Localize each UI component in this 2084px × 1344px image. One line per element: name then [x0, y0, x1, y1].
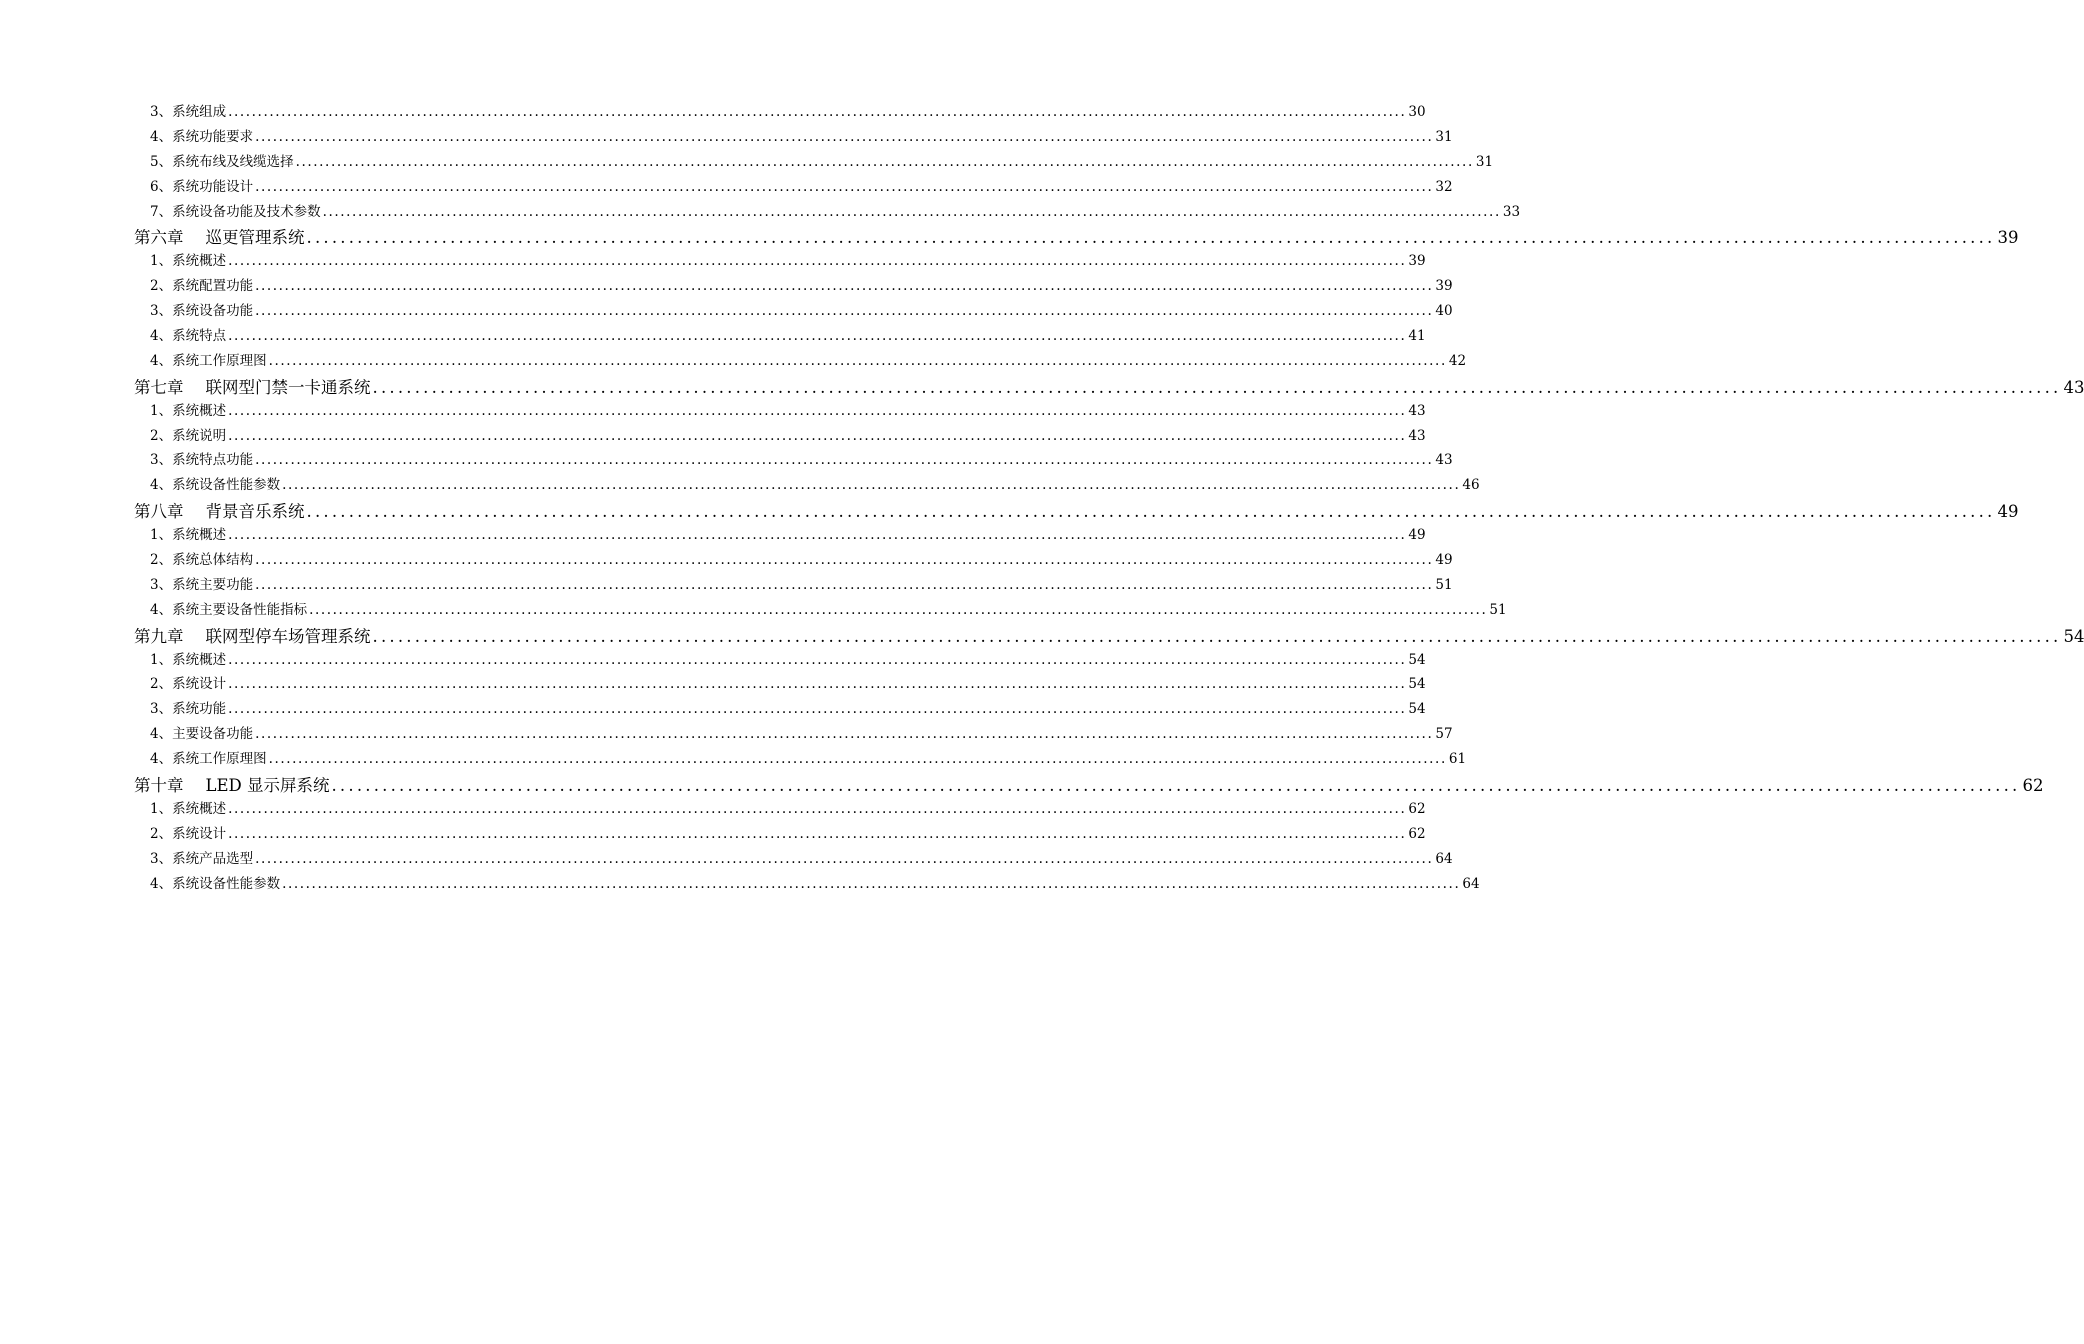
toc-section-row[interactable]: [134, 399, 1426, 424]
toc-section-row[interactable]: [134, 324, 1426, 349]
toc-leader-dots: ........................................................................................................................................................................................................: [306, 502, 1996, 522]
toc-entry-label: 4、系统主要设备性能指标: [150, 601, 308, 618]
toc-entry-label: 2、系统总体结构: [150, 552, 254, 569]
toc-leader-dots: ........................................................................................................................................................................................................: [268, 352, 1447, 369]
toc-entry-label: 4、系统工作原理图: [150, 751, 267, 768]
toc-entry-label: 3、系统主要功能: [150, 576, 254, 593]
toc-entry-label: [134, 623, 371, 647]
toc-leader-dots: ........................................................................................................................................................................................................: [372, 626, 2062, 646]
toc-leader-dots: ........................................................................................................................................................................................................: [228, 651, 1407, 668]
toc-section-row[interactable]: [134, 548, 1453, 573]
toc-leader-dots: ........................................................................................................................................................................................................: [372, 377, 2062, 397]
toc-page-number: 62: [1408, 800, 1426, 817]
toc-entry-label: 3、系统特点功能: [150, 452, 254, 469]
toc-leader-dots: ........................................................................................................................................................................................................: [228, 825, 1407, 842]
toc-entry-label: 4、主要设备功能: [150, 726, 254, 743]
toc-leader-dots: ........................................................................................................................................................................................................: [255, 178, 1434, 195]
toc-page-number: 64: [1435, 850, 1453, 867]
toc-leader-dots: ........................................................................................................................................................................................................: [255, 552, 1434, 569]
toc-entry-label: 2、系统设计: [150, 825, 227, 842]
toc-chapter-number: 第十章: [134, 776, 184, 796]
toc-leader-dots: ........................................................................................................................................................................................................: [228, 527, 1407, 544]
toc-entry-label: [134, 224, 305, 248]
toc-chapter-number: 第六章: [134, 228, 184, 248]
toc-leader-dots: ........................................................................................................................................................................................................: [255, 128, 1434, 145]
toc-page-number: 39: [1408, 253, 1426, 270]
toc-entry-label: 7、系统设备功能及技术参数: [150, 203, 321, 220]
toc-entry-label: 3、系统功能: [150, 701, 227, 718]
toc-section-row[interactable]: [134, 175, 1453, 200]
toc-chapter-number: 第八章: [134, 502, 184, 522]
toc-entry-label: [134, 374, 371, 398]
toc-chapter-title: 背景音乐系统: [205, 502, 305, 522]
toc-page-number: 39: [1997, 228, 2019, 248]
toc-leader-dots: ........................................................................................................................................................................................................: [331, 776, 2021, 796]
toc-page-number: 54: [1408, 701, 1426, 718]
toc-page-number: 43: [1435, 452, 1453, 469]
toc-page-number: 57: [1435, 726, 1453, 743]
toc-leader-dots: ........................................................................................................................................................................................................: [228, 427, 1407, 444]
toc-section-row[interactable]: [134, 822, 1426, 847]
toc-entry-label: [134, 498, 305, 522]
toc-page-number: 49: [1408, 527, 1426, 544]
toc-section-row[interactable]: [134, 648, 1426, 673]
toc-page-number: 32: [1435, 178, 1453, 195]
toc-section-row[interactable]: [134, 125, 1453, 150]
toc-leader-dots: ........................................................................................................................................................................................................: [228, 104, 1407, 120]
toc-section-row[interactable]: [134, 448, 1453, 473]
toc-page-number: 43: [1408, 402, 1426, 419]
toc-page-number: 51: [1489, 601, 1507, 618]
toc-section-row[interactable]: [134, 872, 1480, 897]
toc-leader-dots: ........................................................................................................................................................................................................: [306, 228, 1996, 248]
toc-section-row[interactable]: [134, 797, 1426, 822]
toc-entry-label: 4、系统工作原理图: [150, 352, 267, 369]
toc-chapter-number: 第七章: [134, 377, 184, 397]
toc-page-number: 46: [1462, 477, 1480, 494]
toc-chapter-row[interactable]: [134, 498, 2019, 523]
toc-chapter-row[interactable]: [134, 623, 2084, 648]
toc-page-number: 41: [1408, 328, 1426, 345]
toc-entry-label: [134, 772, 329, 796]
toc-leader-dots: ........................................................................................................................................................................................................: [255, 576, 1434, 593]
toc-entry-label: 2、系统设计: [150, 676, 227, 693]
toc-chapter-row[interactable]: [134, 772, 2044, 797]
toc-entry-label: 4、系统设备性能参数: [150, 477, 281, 494]
toc-leader-dots: ........................................................................................................................................................................................................: [228, 253, 1407, 270]
toc-section-row[interactable]: [134, 100, 1426, 125]
toc-page-number: 43: [2063, 377, 2084, 397]
toc-leader-dots: ........................................................................................................................................................................................................: [228, 402, 1407, 419]
toc-page-number: 39: [1435, 278, 1453, 295]
toc-leader-dots: ........................................................................................................................................................................................................: [228, 800, 1407, 817]
toc-page-number: 64: [1462, 875, 1480, 892]
toc-entry-label: 4、系统设备性能参数: [150, 875, 281, 892]
toc-entry-label: 3、系统组成: [150, 104, 227, 120]
toc-entry-label: 3、系统产品选型: [150, 850, 254, 867]
toc-page-number: 31: [1435, 128, 1453, 145]
toc-leader-dots: ........................................................................................................................................................................................................: [228, 701, 1407, 718]
toc-section-row[interactable]: [134, 150, 1494, 175]
toc-entry-label: 6、系统功能设计: [150, 178, 254, 195]
toc-page-number: 54: [2063, 626, 2084, 646]
toc-entry-label: 1、系统概述: [150, 402, 227, 419]
toc-chapter-title: 联网型停车场管理系统: [205, 626, 371, 646]
toc-page-number: 62: [2022, 776, 2044, 796]
table-of-contents: [134, 100, 2084, 897]
toc-leader-dots: ........................................................................................................................................................................................................: [282, 875, 1461, 892]
toc-section-row[interactable]: [134, 473, 1480, 498]
toc-leader-dots: ........................................................................................................................................................................................................: [255, 452, 1434, 469]
toc-leader-dots: ........................................................................................................................................................................................................: [255, 303, 1434, 320]
toc-page-number: 54: [1408, 676, 1426, 693]
toc-leader-dots: ........................................................................................................................................................................................................: [322, 203, 1501, 220]
toc-chapter-number: 第九章: [134, 626, 184, 646]
toc-page-number: 49: [1435, 552, 1453, 569]
toc-section-row[interactable]: [134, 299, 1453, 324]
toc-entry-label: 1、系统概述: [150, 253, 227, 270]
toc-leader-dots: ........................................................................................................................................................................................................: [255, 278, 1434, 295]
toc-page-number: 42: [1448, 352, 1467, 369]
toc-leader-dots: ........................................................................................................................................................................................................: [228, 328, 1407, 345]
toc-leader-dots: ........................................................................................................................................................................................................: [295, 153, 1474, 170]
toc-page-number: 49: [1997, 502, 2019, 522]
toc-chapter-title: 联网型门禁一卡通系统: [205, 377, 371, 397]
toc-section-row[interactable]: [134, 523, 1426, 548]
toc-section-row[interactable]: [134, 598, 1507, 623]
toc-section-row[interactable]: [134, 847, 1453, 872]
toc-section-row[interactable]: [134, 200, 1521, 225]
toc-section-row[interactable]: [134, 249, 1426, 274]
toc-page-number: 62: [1408, 825, 1426, 842]
toc-entry-label: 5、系统布线及线缆选择: [150, 153, 294, 170]
toc-leader-dots: ........................................................................................................................................................................................................: [268, 751, 1447, 768]
toc-section-row[interactable]: [134, 573, 1453, 598]
toc-page-number: 40: [1435, 303, 1453, 320]
toc-page-number: 30: [1408, 104, 1426, 120]
toc-section-row[interactable]: [134, 747, 1467, 772]
toc-entry-label: 1、系统概述: [150, 800, 227, 817]
toc-entry-label: 4、系统特点: [150, 328, 227, 345]
toc-page-number: 31: [1475, 153, 1494, 170]
toc-chapter-title: 巡更管理系统: [205, 228, 305, 248]
toc-leader-dots: ........................................................................................................................................................................................................: [255, 850, 1434, 867]
toc-section-row[interactable]: [134, 349, 1467, 374]
toc-section-row[interactable]: [134, 722, 1453, 747]
toc-leader-dots: ........................................................................................................................................................................................................: [228, 676, 1407, 693]
toc-page-number: 33: [1502, 203, 1521, 220]
toc-entry-label: 1、系统概述: [150, 527, 227, 544]
toc-leader-dots: ........................................................................................................................................................................................................: [255, 726, 1434, 743]
toc-leader-dots: ........................................................................................................................................................................................................: [309, 601, 1488, 618]
toc-leader-dots: ........................................................................................................................................................................................................: [282, 477, 1461, 494]
toc-chapter-row[interactable]: [134, 224, 2019, 249]
toc-entry-label: 2、系统说明: [150, 427, 227, 444]
toc-section-row[interactable]: [134, 697, 1426, 722]
toc-entry-label: 3、系统设备功能: [150, 303, 254, 320]
toc-entry-label: 4、系统功能要求: [150, 128, 254, 145]
toc-section-row[interactable]: [134, 424, 1426, 449]
toc-entry-label: 1、系统概述: [150, 651, 227, 668]
toc-page-number: 51: [1435, 576, 1453, 593]
toc-entry-label: 2、系统配置功能: [150, 278, 254, 295]
toc-page-number: 54: [1408, 651, 1426, 668]
toc-chapter-title: LED 显示屏系统: [205, 776, 330, 796]
toc-section-row[interactable]: [134, 274, 1453, 299]
toc-page-number: 43: [1408, 427, 1426, 444]
toc-page-number: 61: [1448, 751, 1467, 768]
toc-chapter-row[interactable]: [134, 374, 2084, 399]
toc-section-row[interactable]: [134, 672, 1426, 697]
